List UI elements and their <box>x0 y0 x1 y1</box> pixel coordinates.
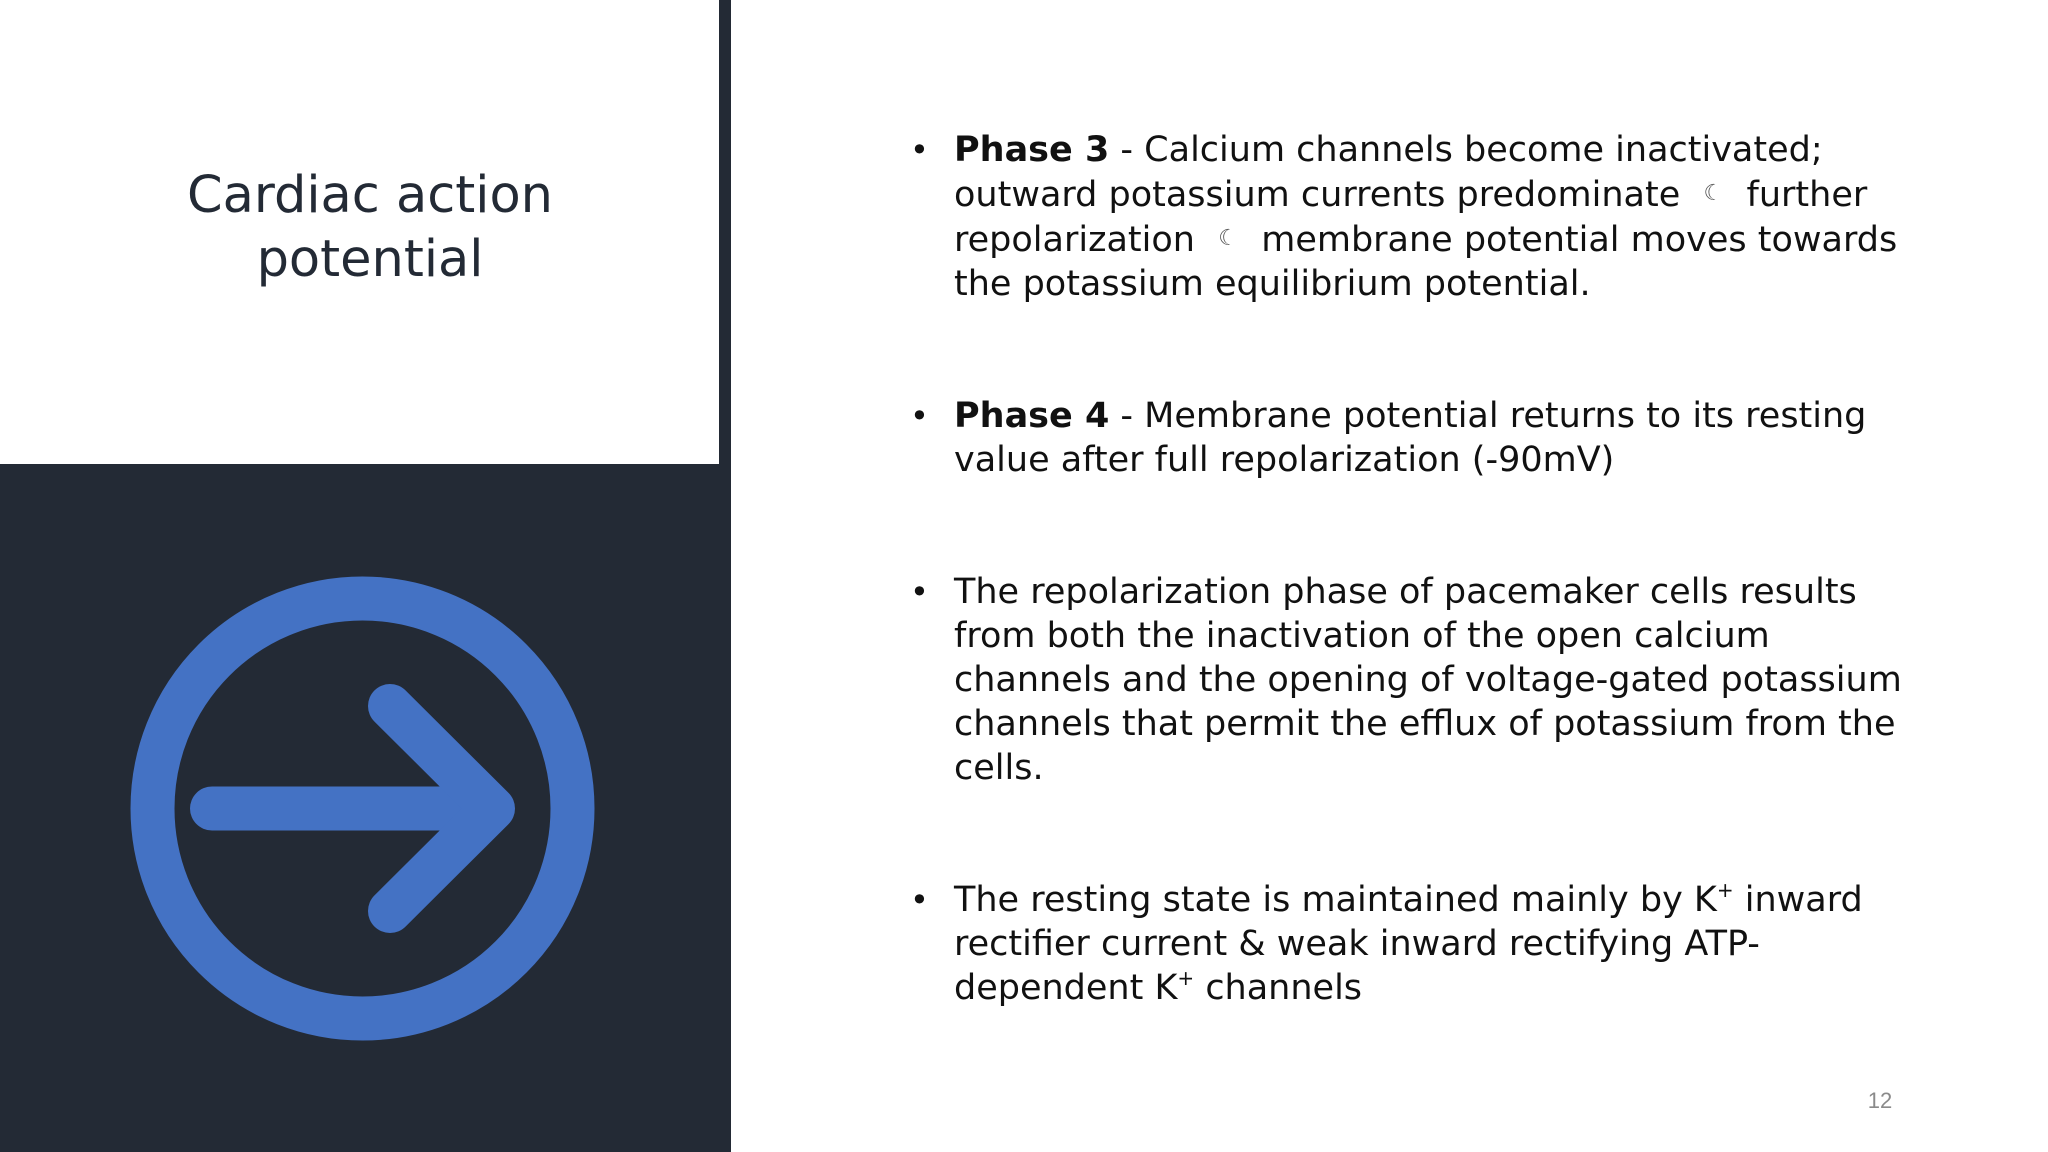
arrow-right-circle-icon <box>120 566 605 1051</box>
bullet-marker: • <box>910 881 929 919</box>
bullet-marker: • <box>910 573 929 611</box>
bullet-list <box>910 128 1910 1010</box>
superscript-plus: + <box>1716 878 1734 902</box>
bullet-text: The resting state is maintained mainly by K <box>954 880 1717 920</box>
arrow-symbol-icon: ☾ <box>1218 226 1238 251</box>
bullet-text: channels <box>1194 968 1363 1008</box>
arrow-symbol-icon: ☾ <box>1703 181 1724 206</box>
bullet-text: further repolarization <box>954 175 1868 260</box>
bullet-text: membrane potential moves towards the potassium equilibrium potential. <box>954 220 1898 304</box>
bullet-marker: • <box>910 131 929 169</box>
slide-title: Cardiac action potential <box>187 166 553 289</box>
bullet-phase-3 <box>910 128 1910 306</box>
bullet-text: - Calcium channels become inactivated; outward potassium currents predominate <box>954 130 1823 215</box>
bullet-marker: • <box>910 397 929 435</box>
page-number: 12 <box>1867 1088 1893 1113</box>
bullet-phase-4 <box>910 394 1910 482</box>
bullet-resting-state <box>910 878 1910 1010</box>
bullet-lead: Phase 3 <box>954 130 1110 170</box>
bullet-lead: Phase 4 <box>954 396 1110 436</box>
bullet-text: - Membrane potential returns to its resting value after full repolarization (-90mV) <box>954 396 1867 480</box>
superscript-plus: + <box>1177 966 1195 990</box>
bullet-text: The repolarization phase of pacemaker cells results from both the inactivation of the open calcium channels and the opening of voltage-gated potassium channels that permit the efflux of potassium from the cells. <box>954 572 1902 788</box>
bullet-pacemaker-repolarization <box>910 570 1910 790</box>
bullet-text: inward rectifier current & weak inward rectifying ATP-dependent K <box>954 880 1863 1008</box>
